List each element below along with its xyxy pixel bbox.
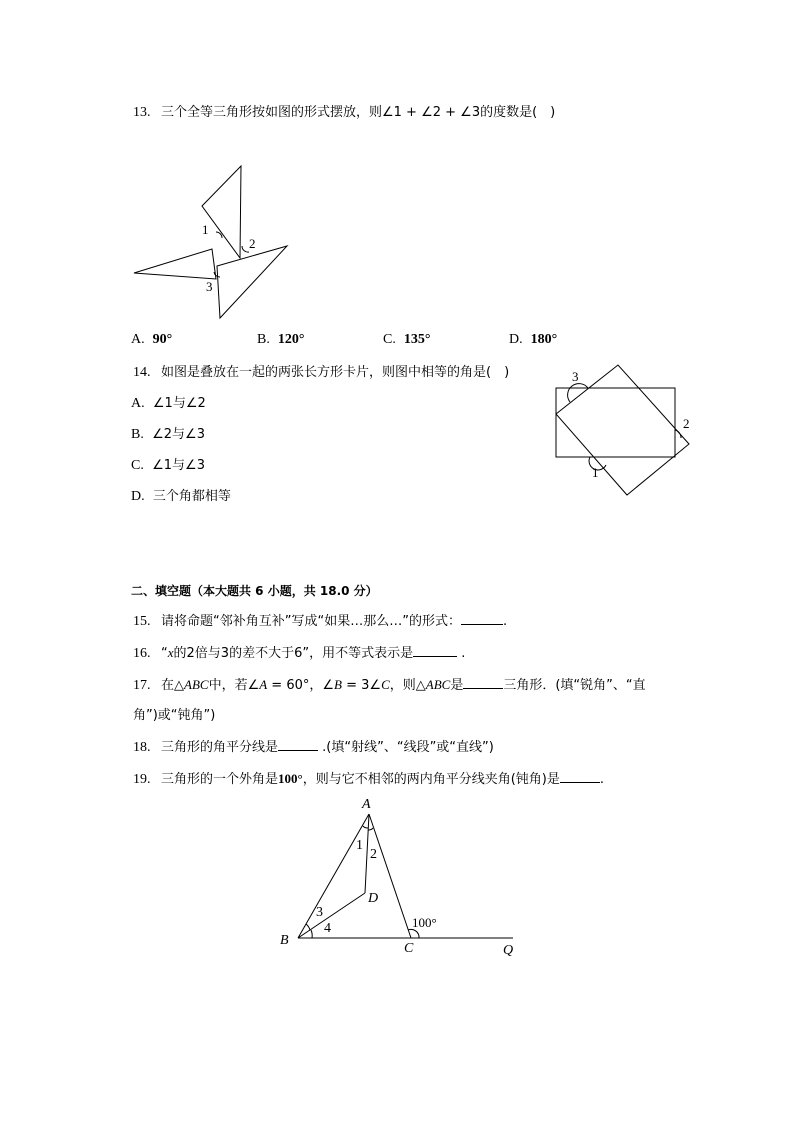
q13-label-3: 3 [206,279,213,294]
q14-option-a-label: A. [131,396,145,411]
q13-text: 三个全等三角形按如图的形式摆放，则∠1 + ∠2 + ∠3的度数是( ) [161,105,556,120]
q18-number: 18. [133,740,151,755]
q13-stem [133,104,555,122]
q14-number: 14. [133,365,151,380]
q14-angle2-arc [675,430,681,438]
q17-text-b: 中，若∠ [208,678,260,693]
q19-stem [133,770,604,789]
q19-text-a: 三角形的一个外角是 [161,772,279,787]
q17-answer-blank[interactable] [463,676,503,689]
q14-option-d-label: D. [131,489,145,504]
q13-number: 13. [133,105,151,120]
q19-text-c: . [599,772,605,787]
q13-option-b[interactable] [257,331,304,349]
q19-bisector-bd [298,893,365,938]
q16-text-b: 的2倍与3的差不大于6”，用不等式表示是 [173,646,414,661]
q14-text: 如图是叠放在一起的两张长方形卡片，则图中相等的角是( ) [161,365,510,380]
q19-bisector-ad [365,814,369,893]
q17-abc: ABC [184,677,209,692]
q18-text-b: .(填“射线”、“线段”或“直线”) [322,740,494,755]
q13-triangle-top [202,166,241,258]
q18-text-a: 三角形的角平分线是 [161,740,279,755]
q17-text-a: 在△ [161,678,184,693]
q14-figure [550,360,700,500]
q14-label-2: 2 [683,416,690,431]
q14-option-b-value: ∠2与∠3 [152,427,205,442]
q13-option-c[interactable] [383,331,430,349]
q19-number: 19. [133,772,151,787]
q17-number: 17. [133,678,151,693]
q14-label-3: 3 [572,369,579,384]
q19-label-q: Q [503,943,514,958]
q14-option-d-value: 三个角都相等 [152,489,231,504]
q17-b: B [334,677,342,692]
q13-option-c-label: C. [383,332,396,347]
q13-label-2: 2 [249,236,256,251]
q19-label-exterior: 100° [412,915,437,930]
q13-option-a-value: 90° [152,332,173,347]
q16-answer-blank[interactable] [413,644,457,657]
q16-number: 16. [133,646,151,661]
q13-triangle-left [134,249,216,279]
q19-label-b: B [280,933,289,948]
q14-option-d[interactable] [131,488,231,506]
q19-angle1-arc [363,826,368,828]
q14-option-b-label: B. [131,427,144,442]
q13-label-1: 1 [202,222,209,237]
q15-stem [133,612,507,631]
q19-angle: 100° [278,771,303,786]
q17-text-e: ，则△ [389,678,426,693]
q17-c: C [381,677,390,692]
section2-title: 二、填空题（本大题共 6 小题，共 18.0 分） [131,584,378,598]
q18-answer-blank[interactable] [278,738,318,751]
q13-option-c-value: 135° [403,332,431,347]
q16-stem [133,644,465,663]
q19-label-a: A [362,797,371,812]
q19-answer-blank[interactable] [560,770,600,783]
q19-label-d: D [368,891,379,906]
q17-text-g: 三角形．(填“锐角”、“直 [503,678,646,693]
q14-angle3-arc [568,384,588,402]
q17-text-d: = 3∠ [341,678,382,693]
q13-option-a[interactable] [131,331,172,349]
q15-text-a: 请将命题“邻补角互补”写成“如果…那么…”的形式： [161,614,461,629]
q13-option-d[interactable] [509,331,557,349]
q14-option-b[interactable] [131,426,205,444]
q16-text-c: . [461,646,466,661]
q16-text-a: “ [161,646,168,661]
q14-option-c[interactable] [131,457,205,475]
q13-triangle-right [217,246,287,318]
q14-option-c-label: C. [131,458,144,473]
q16-var-x: x [167,645,174,660]
q19-side-ab [298,814,369,938]
q19-text-b: ，则与它不相邻的两内角平分线夹角(钝角)是 [302,772,560,787]
q18-stem [133,738,494,757]
q19-angle4-arc [311,930,312,938]
q15-number: 15. [133,614,151,629]
q13-option-b-value: 120° [277,332,305,347]
q15-text-b: . [502,614,508,629]
q14-option-a-value: ∠1与∠2 [152,396,206,411]
q13-option-d-label: D. [509,332,523,347]
q17-stem-line2: 角”)或“钝角”) [133,708,216,723]
q13-option-d-value: 180° [530,332,558,347]
q13-angle2-arc [242,246,249,252]
q19-label-c: C [404,941,414,956]
q17-abc2: ABC [425,677,451,692]
q19-label-4: 4 [324,921,331,936]
q19-side-ac [369,814,411,938]
q19-label-3: 3 [316,905,323,920]
q17-text-c: = 60°，∠ [267,678,335,693]
q13-figure [128,160,298,325]
q19-figure [270,790,530,965]
q17-stem [133,676,646,695]
q14-rectangle-horizontal [556,388,675,457]
q13-option-a-label: A. [131,332,145,347]
q15-answer-blank[interactable] [461,612,503,625]
q14-option-a[interactable] [131,395,206,413]
q14-rectangle-tilted [556,365,689,495]
q17-a: A [259,677,268,692]
q19-label-1: 1 [356,838,363,853]
q14-option-c-value: ∠1与∠3 [152,458,205,473]
q19-angle3-arc [306,924,310,930]
q13-option-b-label: B. [257,332,270,347]
q17-text-f: 是 [450,678,464,693]
q14-stem [133,364,509,382]
q19-label-2: 2 [370,847,377,862]
q14-label-1: 1 [592,465,599,480]
